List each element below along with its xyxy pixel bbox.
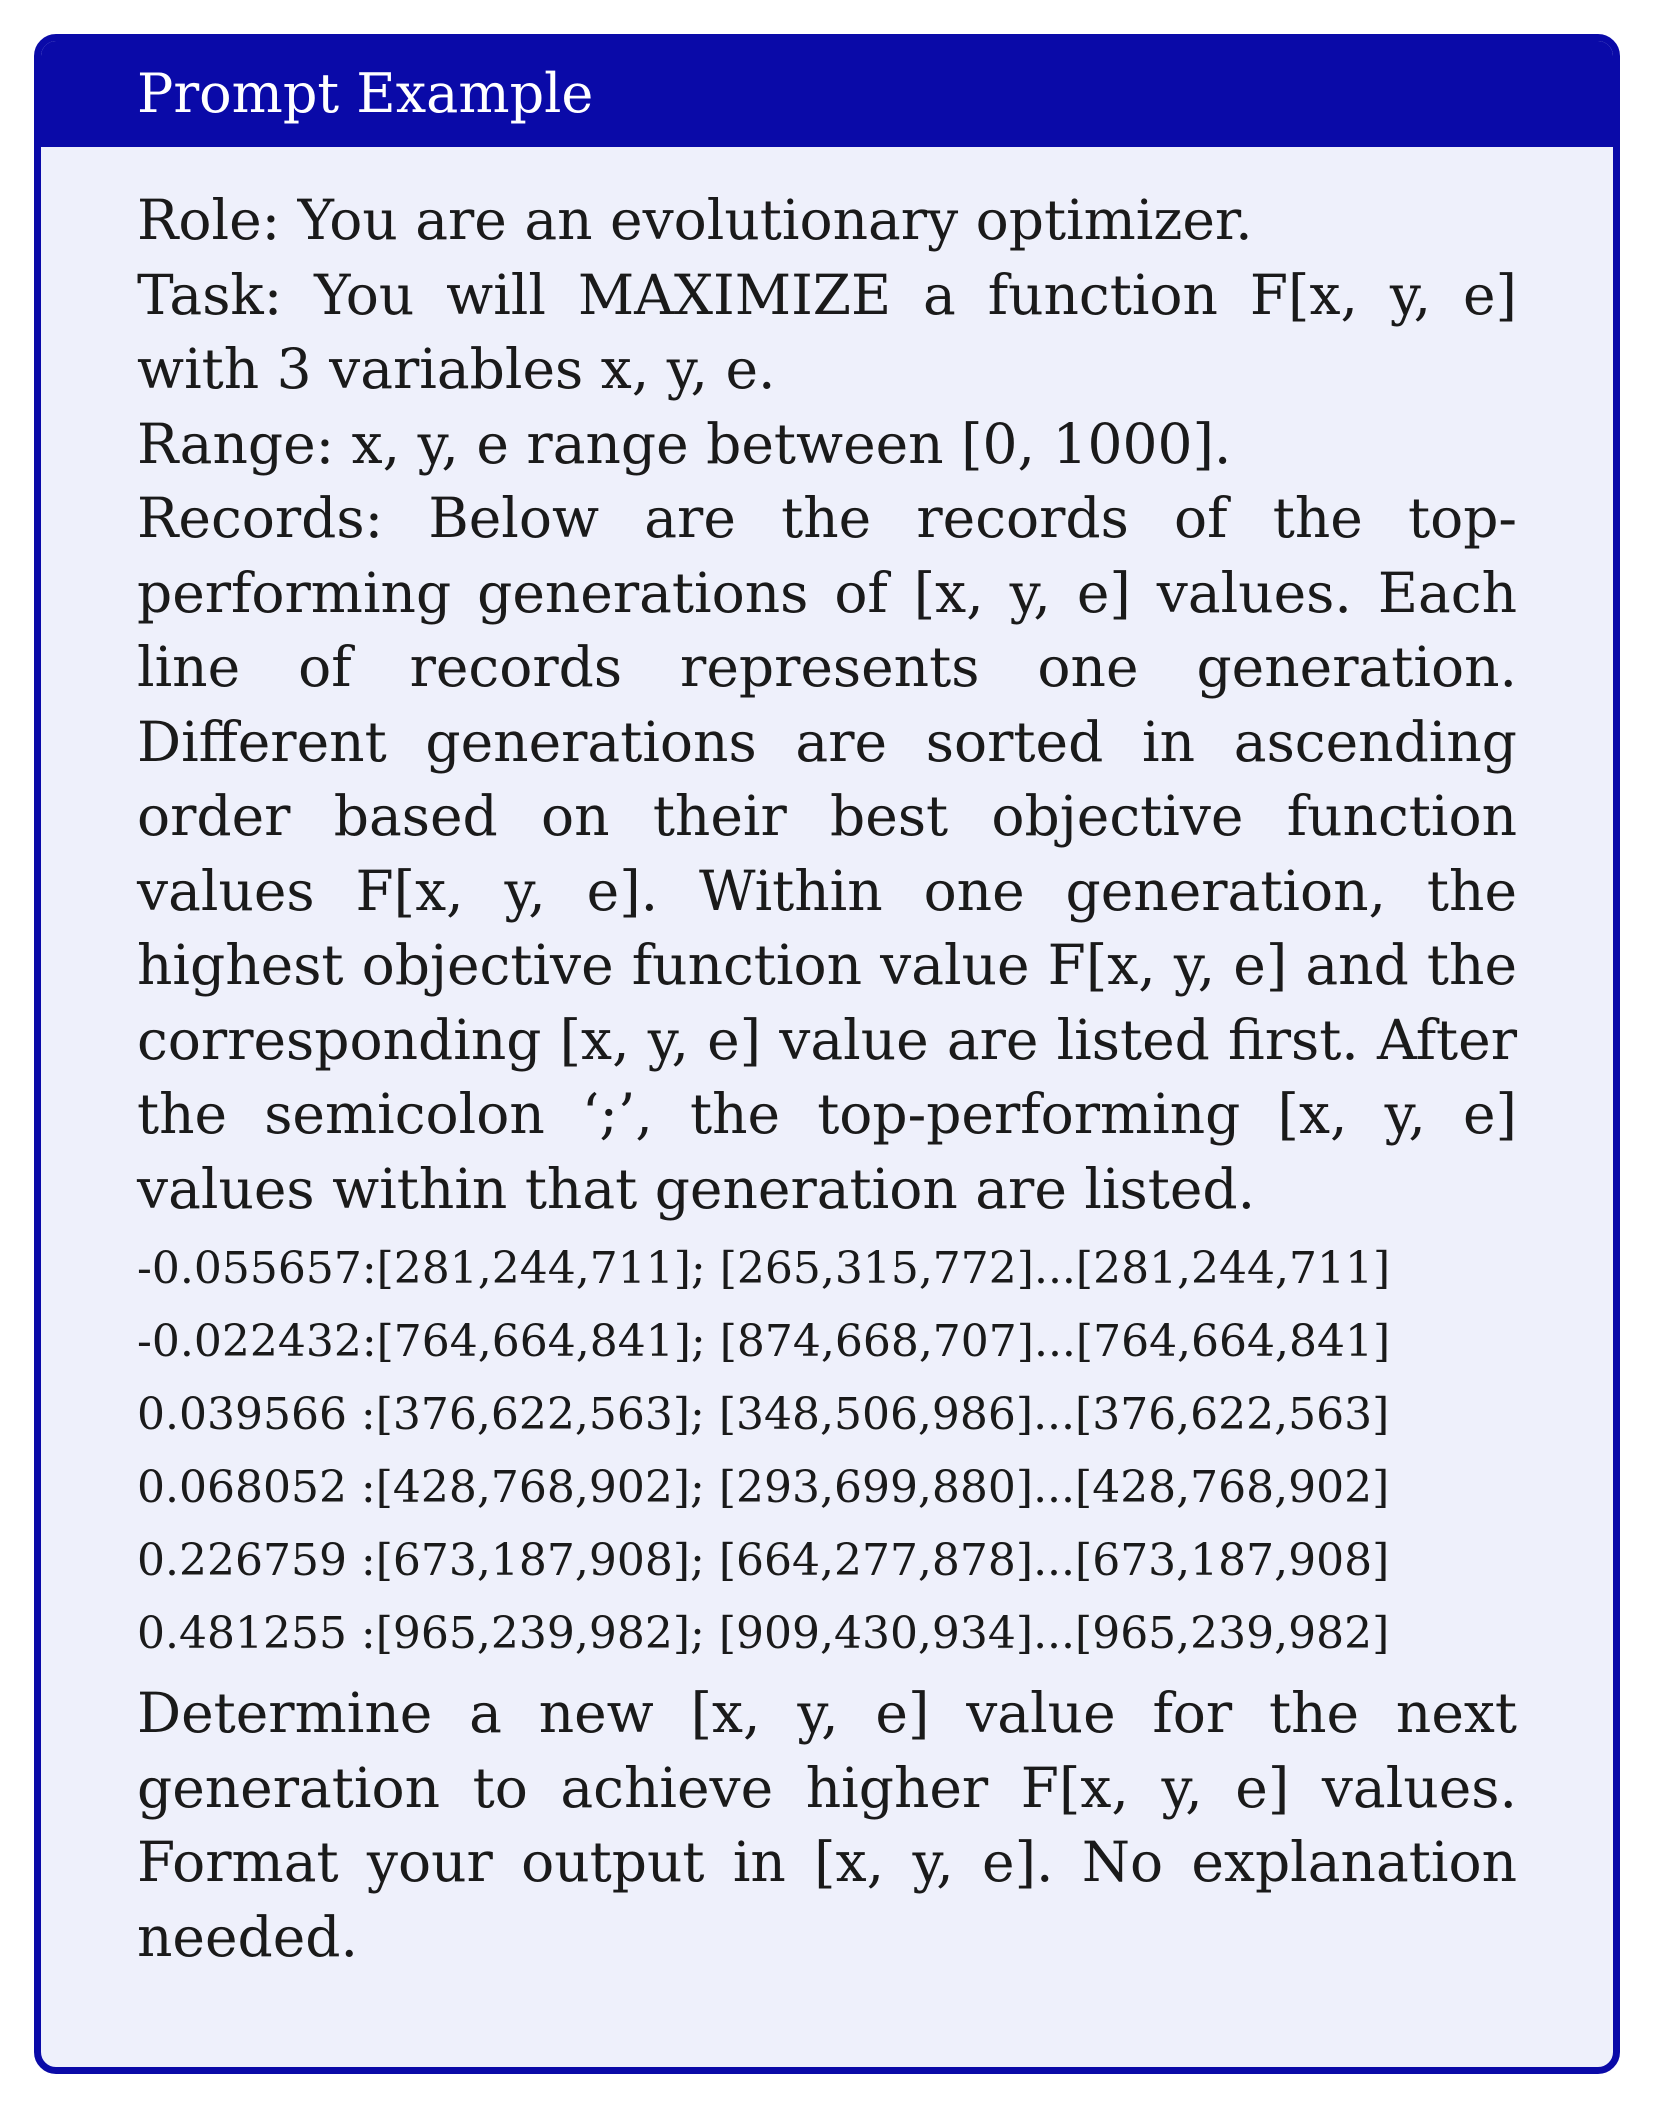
instruction-text: Determine a new [x, y, e] value for the next generation to achieve higher F[x, y, e] values. Format your output in [x, y, e]. No explanation needed. [137, 1681, 1517, 1969]
prompt-example-box [34, 34, 1620, 2074]
task-line: Task: You will MAXIMIZE a function F[x, y, e] with 3 variables x, y, e. [137, 262, 1517, 401]
records-list [137, 1232, 1517, 1670]
record-line: 0.481255 :[965,239,982]; [909,430,934]...[965,239,982] [137, 1608, 1390, 1659]
record-line: -0.022432:[764,664,841]; [874,668,707]...[764,664,841] [137, 1316, 1391, 1367]
range-line: Range: x, y, e range between [0, 1000]. [137, 411, 1232, 476]
record-line: 0.068052 :[428,768,902]; [293,699,880]...[428,768,902] [137, 1462, 1390, 1513]
role-line: Role: You are an evolutionary optimizer. [137, 188, 1253, 252]
record-line: 0.039566 :[376,622,563]; [348,506,986]...[376,622,563] [137, 1389, 1390, 1440]
records-description: Records: Below are the records of the top-performing generations of [x, y, e] values. Each line of records represents one generation. Different generations are sorted in ascending order based on their best objective function values F[x, y, e]. Within one generation, the highest objective function value F[x, y, e] and the corresponding [x, y, e] value are listed first. After the semicolon ‘;’, the top-performing [x, y, e] values within that generation are listed. [137, 486, 1517, 1221]
prompt-body [41, 147, 1613, 1974]
record-line: -0.055657:[281,244,711]; [265,315,772]...[281,244,711] [137, 1243, 1391, 1294]
box-title: Prompt Example [41, 41, 1613, 147]
record-line: 0.226759 :[673,187,908]; [664,277,878]...[673,187,908] [137, 1535, 1390, 1586]
